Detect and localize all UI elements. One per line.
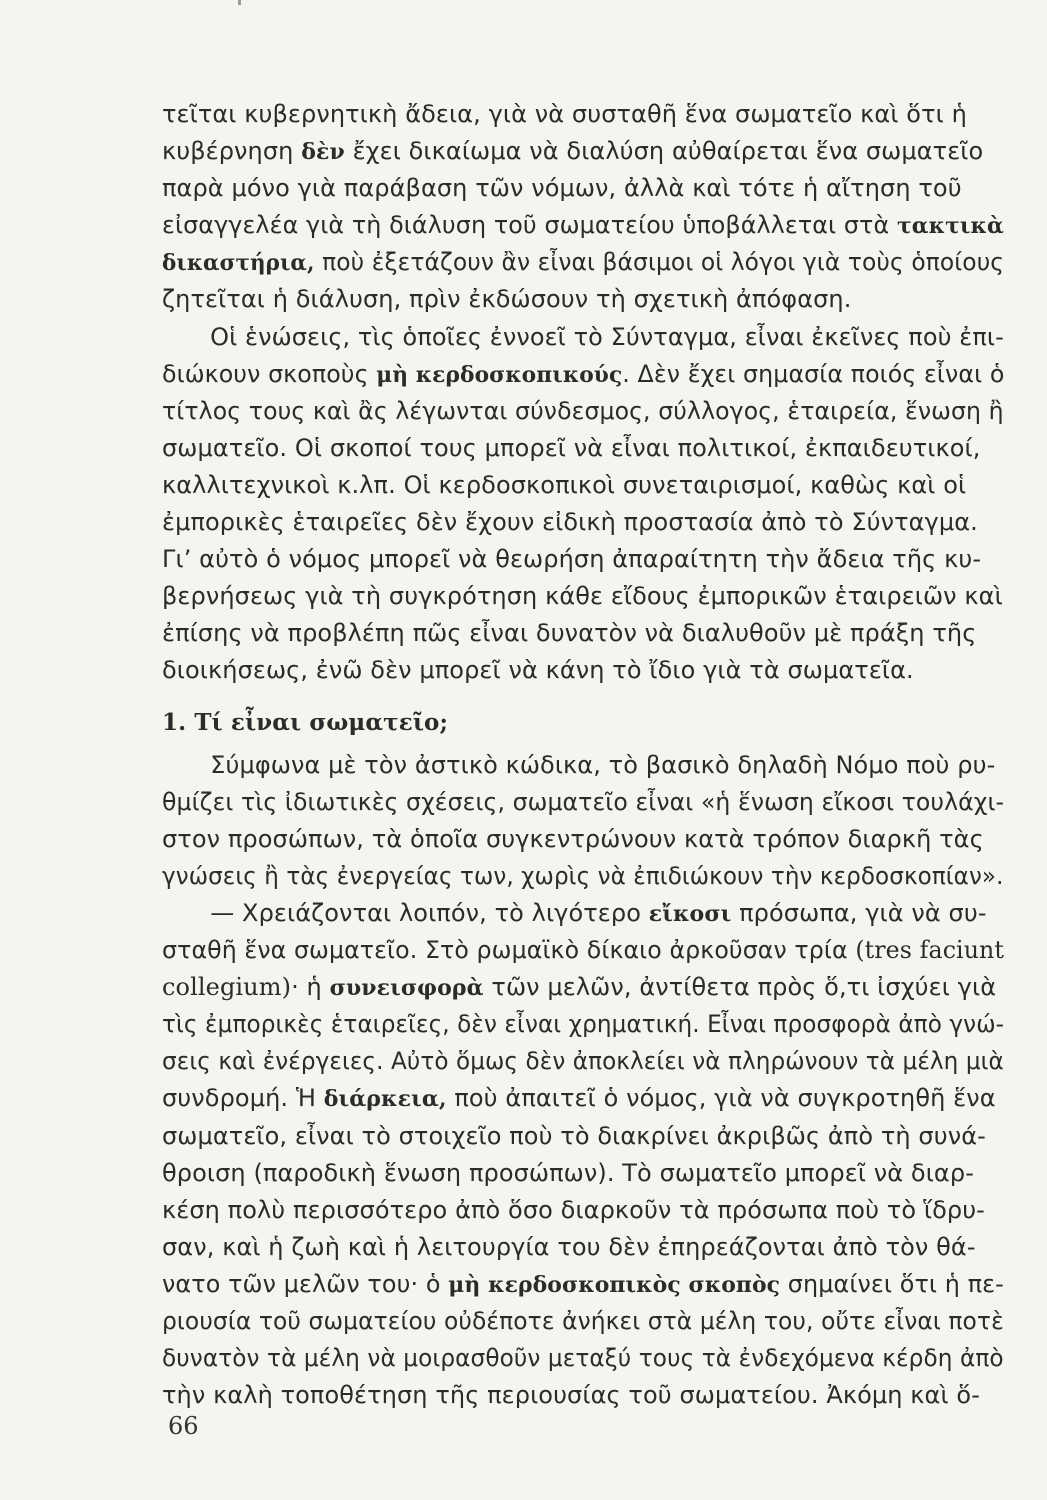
text-line [162, 281, 1004, 318]
text-line [162, 784, 1005, 821]
text-run: νατο τῶν μελῶν του· ὁ [162, 1269, 449, 1298]
text-run: · ἡ [291, 973, 330, 1002]
text-line [162, 1303, 1004, 1340]
bold-text: τακτικὰ [896, 213, 1004, 240]
bold-text: μὴ κερδοσκοπικούς [376, 361, 623, 388]
text-line [162, 207, 1004, 244]
text-line [162, 1043, 1004, 1080]
text-line [162, 858, 1004, 895]
text-run: σωματεῖο. Οἱ σκοποί τους μπορεῖ νὰ εἶναι πολιτικοί, ἐκπαιδευτικοί, [162, 433, 981, 462]
text-run: διώκουν σκοποὺς [162, 359, 377, 388]
text-line [162, 1118, 1004, 1155]
text-line [162, 467, 1004, 504]
text-run: βερνήσεως γιὰ τὴ συγκρότηση κάθε εἴδους ἐμπορικῶν ἑταιρειῶν καὶ [162, 582, 1003, 611]
text-run: collegium) [162, 973, 292, 1002]
section-paragraphs [162, 747, 1004, 1415]
text-run: σεις καὶ ἐνέργειες. Αὐτὸ ὅμως δὲν ἀποκλείει νὰ πληρώνουν τὰ μέλη μιὰ [162, 1047, 1004, 1076]
text-run: ἐπίσης νὰ προβλέπη πῶς εἶναι δυνατὸν νὰ διαλυθοῦν μὲ πράξη τῆς [162, 619, 977, 648]
text-line [162, 932, 1004, 969]
text-line [162, 578, 1004, 615]
text-run: εἰσαγγελέα γιὰ τὴ διάλυση τοῦ σωματείου ὑποβάλλεται στὰ [162, 211, 897, 240]
text-run: τεῖται κυβερνητικὴ ἄδεια, γιὰ νὰ συσταθῆ ἕνα σωματεῖο καὶ ὅτι ἡ [162, 100, 967, 128]
text-run: σημαίνει ὅτι ἡ πε- [780, 1269, 1004, 1298]
text-run: τὶς ἐμπορικὲς ἑταιρεῖες, δὲν εἶναι χρηματική. Εἶναι προσφορὰ ἀπὸ γνώ- [162, 1010, 1005, 1039]
text-run: Οἱ ἑνώσεις, τὶς ὁποῖες ἐννοεῖ τὸ Σύνταγμα, εἶναι ἐκεῖνες ποὺ ἐπι- [162, 322, 1004, 351]
text-line [162, 1266, 1004, 1303]
text-line [162, 319, 1003, 356]
text-line [162, 1340, 1004, 1377]
text-line [162, 1006, 1005, 1043]
text-run: ποὺ ἀπαιτεῖ ὁ νόμος, γιὰ νὰ συγκροτηθῆ ἕνα [446, 1084, 996, 1113]
text-line [162, 393, 1004, 430]
text-line [162, 96, 1004, 133]
text-run: ἐμπορικὲς ἑταιρεῖες δὲν ἔχουν εἰδικὴ προστασία ἀπὸ τὸ Σύνταγμα. [162, 508, 978, 537]
bold-text: εἴκοσι [648, 900, 732, 927]
intro-paragraphs [162, 96, 1004, 690]
text-run: ριουσία τοῦ σωματείου οὐδέποτε ἀνήκει στὰ μέλη του, οὔτε εἶναι ποτὲ [162, 1307, 1004, 1335]
text-run: ἔχει δικαίωμα νὰ διαλύση αὐθαίρεται ἕνα σωματεῖο [344, 137, 984, 166]
text-run: καλλιτεχνικοὶ κ.λπ. Οἱ κερδοσκοπικοὶ συνεταιρισμοί, καθὼς καὶ οἱ [162, 470, 967, 499]
text-line [162, 356, 1005, 393]
text-run: στον προσώπων, τὰ ὁποῖα συγκεντρώνουν κατὰ τρόπον διαρκῆ τὰς [162, 824, 984, 853]
text-run: πρόσωπα, γιὰ νὰ συ- [731, 898, 987, 927]
text-run: σταθῆ ἕνα σωματεῖο. Στὸ ρωμαϊκὸ δίκαιο ἀρκοῦσαν τρία [162, 936, 856, 965]
text-run: κέση πολὺ περισσότερο ἀπὸ ὅσο διαρκοῦν τὰ πρόσωπα ποὺ τὸ ἵδρυ- [162, 1195, 985, 1224]
text-run: τὴν καλὴ τοποθέτηση τῆς περιουσίας τοῦ σωματείου. Ἀκόμη καὶ ὅ- [162, 1381, 980, 1410]
text-run: Σύμφωνα μὲ τὸν ἀστικὸ κώδικα, τὸ βασικὸ δηλαδὴ Νόμο ποὺ ρυ- [162, 750, 996, 779]
paragraph [162, 319, 1004, 690]
text-line [162, 615, 1004, 652]
text-run: . Δὲν ἔχει σημασία ποιός εἶναι ὁ [622, 359, 1005, 388]
text-run: — Χρειάζονται λοιπόν, τὸ λιγότερο [162, 898, 649, 927]
text-line [162, 747, 1004, 784]
text-line [162, 969, 1004, 1006]
text-run: ζητεῖται ἡ διάλυση, πρὶν ἐκδώσουν τὴ σχετικὴ ἀπόφαση. [162, 285, 852, 314]
paragraph [162, 895, 1004, 1414]
text-run: κυβέρνηση [162, 137, 302, 166]
text-line [162, 821, 1004, 858]
text-run: θροιση (παροδικὴ ἕνωση προσώπων). Τὸ σωματεῖο μπορεῖ νὰ διαρ- [162, 1158, 974, 1187]
text-line [162, 170, 1004, 207]
text-line [162, 430, 1004, 467]
text-run: Γι’ αὐτὸ ὁ νόμος μπορεῖ νὰ θεωρήση ἀπαραίτητη τὴν ἄδεια τῆς κυ- [162, 545, 982, 574]
text-line [162, 895, 1004, 932]
text-line [162, 652, 1004, 689]
text-run: σωματεῖο, εἶναι τὸ στοιχεῖο ποὺ τὸ διακρίνει ἀκριβῶς ἀπὸ τὴ συνά- [162, 1121, 986, 1150]
paragraph [162, 747, 1004, 895]
text-run: συνδρομή. Ἡ [162, 1084, 324, 1113]
bold-text: διάρκεια, [323, 1086, 447, 1113]
text-run: σαν, καὶ ἡ ζωὴ καὶ ἡ λειτουργία του δὲν ἐπηρεάζονται ἀπὸ τὸν θά- [162, 1232, 976, 1261]
text-line [162, 1377, 1004, 1414]
bold-text: συνεισφορὰ [329, 975, 484, 1002]
text-line [162, 541, 1004, 578]
text-run: τίτλος τους καὶ ἂς λέγωνται σύνδεσμος, σύλλογος, ἑταιρεία, ἕνωση ἢ [162, 396, 1004, 425]
paragraph [162, 96, 1004, 319]
bold-text: μὴ κερδοσκοπικὸς σκοπὸς [448, 1271, 781, 1298]
text-run: διοικήσεως, ἐνῶ δὲν μπορεῖ νὰ κάνη τὸ ἴδιο γιὰ τὰ σωματεῖα. [162, 656, 914, 685]
page-number: 66 [168, 1412, 199, 1440]
scan-edge-mark [238, 0, 241, 5]
text-run: δυνατὸν τὰ μέλη νὰ μοιρασθοῦν μεταξύ τους τὰ ἐνδεχόμενα κέρδη ἀπὸ [162, 1344, 1004, 1373]
body-text [162, 96, 1004, 1414]
text-run: θμίζει τὶς ἰδιωτικὲς σχέσεις, σωματεῖο εἶναι «ἡ ἕνωση εἴκοσι τουλάχι- [162, 787, 1005, 816]
text-line [162, 244, 1005, 281]
bold-text: δὲν [301, 139, 345, 166]
text-line [162, 1080, 1004, 1117]
text-run: παρὰ μόνο γιὰ παράβαση τῶν νόμων, ἀλλὰ καὶ τότε ἡ αἴτηση τοῦ [162, 174, 962, 203]
text-line [162, 1192, 1004, 1229]
text-line [162, 133, 1004, 170]
text-run: (tres faciunt [855, 936, 1004, 965]
text-run: ποὺ ἐξετάζουν ἂν εἶναι βάσιμοι οἱ λόγοι γιὰ τοὺς ὁποίους [314, 248, 1005, 277]
bold-text: δικαστήρια, [162, 250, 315, 277]
text-line [162, 1229, 1004, 1266]
section-heading: 1. Τί εἶναι σωματεῖο; [162, 708, 449, 736]
text-line [162, 504, 1004, 541]
text-line [162, 1155, 1004, 1192]
text-run: γνώσεις ἢ τὰς ἐνεργείας των, χωρὶς νὰ ἐπιδιώκουν τὴν κερδοσκοπίαν». [162, 861, 1004, 890]
text-run: τῶν μελῶν, ἀντίθετα πρὸς ὅ,τι ἰσχύει γιὰ [483, 973, 997, 1002]
